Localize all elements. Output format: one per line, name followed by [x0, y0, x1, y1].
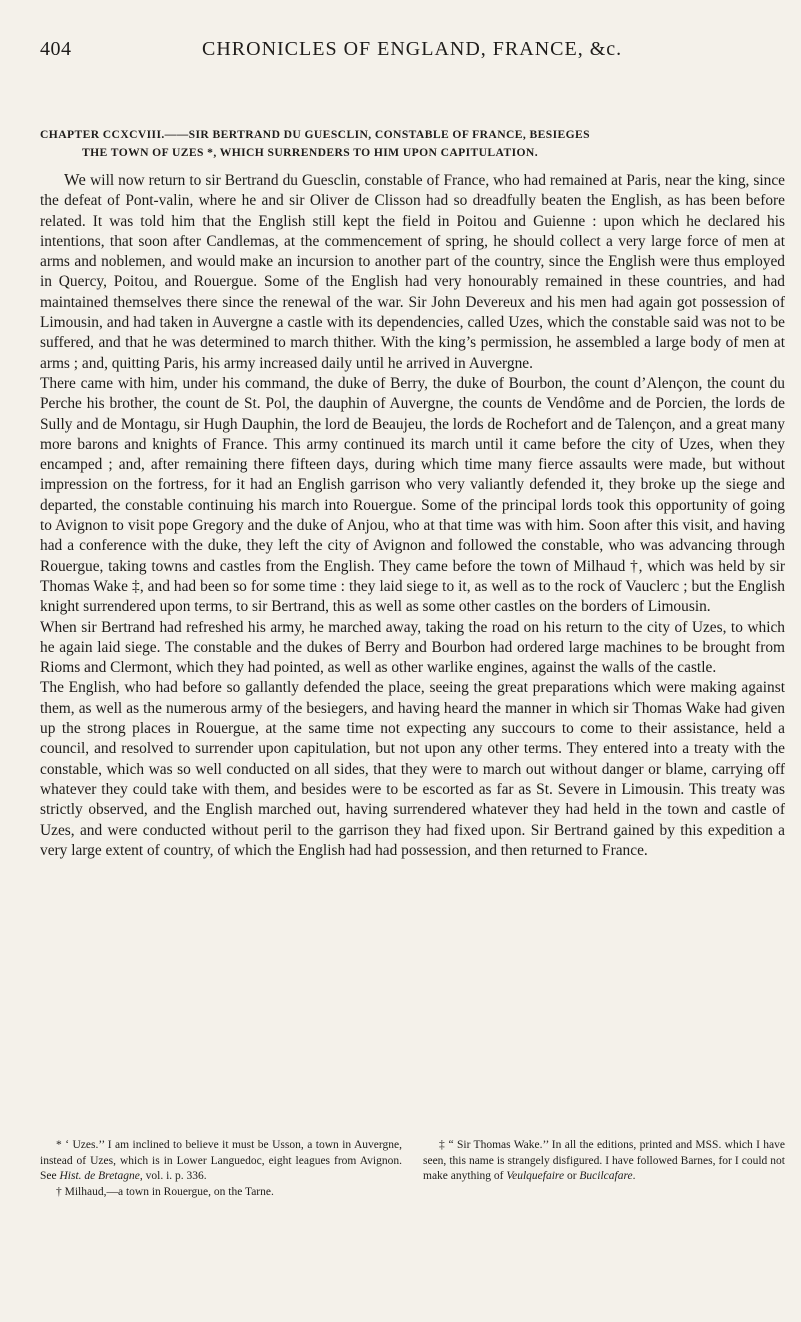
paragraph-3: When sir Bertrand had refreshed his army, he marched away, taking the road on his return to the city of Uzes, to which he again laid siege. The constable and the dukes of Berry and Bourbon had ordered large machines to be brought from Rioms and Clermont, which they had pointed, as well as other warlike engines, against the walls of the castle.: [40, 618, 785, 677]
footnote-3: [423, 1138, 785, 1185]
running-title: CHRONICLES OF ENGLAND, FRANCE, &c.: [202, 38, 623, 60]
footnote-1-citation: , vol. i. p. 336.: [139, 1170, 207, 1182]
running-head: [0, 38, 801, 68]
page-number: 404: [40, 38, 72, 60]
chapter-heading: [40, 126, 785, 162]
footnote-1: [40, 1138, 402, 1185]
footnote-3-text: ‡ “ Sir Thomas Wake.’’ In all the editions, printed and MSS. which I have seen, this name is strangely disfigured. I have followed Barnes, for I could not make anything of: [423, 1139, 785, 1182]
footnote-1-book-title: Hist. de Bretagne: [59, 1170, 140, 1182]
chapter-heading-line-2: THE TOWN OF UZES *, WHICH SURRENDERS TO HIM UPON CAPITULATION.: [82, 146, 538, 159]
footnote-1-text: * ‘ Uzes.’’ I am inclined to believe it must be Usson, a town in Auvergne, instead of Uzes, which is in Lower Languedoc, eight leagues from Avignon. See: [40, 1139, 402, 1182]
footnotes-left-column: [40, 1138, 402, 1200]
chapter-heading-line-1: CHAPTER CCXCVIII.——SIR BERTRAND DU GUESCLIN, CONSTABLE OF FRANCE, BESIEGES: [40, 128, 591, 141]
footnote-3-or: or: [564, 1170, 580, 1182]
paragraph-2: There came with him, under his command, the duke of Berry, the duke of Bourbon, the count d’Alençon, the count du Perche his brother, the count de St. Pol, the dauphin of Auvergne, the counts de Vendôme and de Porcien, the lords de Sully and de Montagu, sir Hugh Dauphin, the lord de Beaujeu, the lords de Rochefort and de Talençon, and a great many more barons and knights of France. This army continued its march until it came before the city of Uzes, when they encamped ; and, after remaining there fifteen days, during which time many fierce assaults were made, but without impression on the fortress, for it had an English garrison who very valiantly defended it, they broke up the siege and departed, the constable continuing his march into Rouergue. Some of the principal lords took this opportunity of going to Avignon to visit pope Gregory and the duke of Anjou, who at that time was with him. Soon after this visit, and having had a conference with the duke, they left the city of Avignon and followed the constable, who was advancing through Rouergue, taking towns and castles from the English. They came before the town of Milhaud †, which was held by sir Thomas Wake ‡, and had been so for some time : they laid siege to it, as well as to the rock of Vauclerc ; but the English knight surrendered upon terms, to sir Bertrand, this as well as some other castles on the borders of Limousin.: [40, 374, 785, 616]
footnote-3-end: .: [632, 1170, 636, 1182]
chapter-body: [40, 170, 785, 861]
footnote-3-variant-1: Veulquefaire: [506, 1170, 565, 1182]
paragraph-1: [40, 170, 785, 374]
footnotes-right-column: [423, 1138, 785, 1200]
paragraph-1-text: will now return to sir Bertrand du Guesclin, constable of France, who had remained at Paris, near the king, since the defeat of Pont-valin, where he and sir Oliver de Clisson had so dreadfully beaten the English, as has been before related. It was told him that the English still kept the field in Poitou and Guienne : upon which he declared his intentions, that soon after Candlemas, at the commencement of spring, he should collect a very large force of men at arms and noblemen, and would make an incursion to another part of the country, since the English were thus employed in Quercy, Poitou, and Rouergue. Some of the English had very honourably remained in these countries, and had maintained themselves there since the renewal of the war. Sir John Devereux and his men had again got possession of Limousin, and had taken in Auvergne a castle with its dependencies, called Uzes, which the constable said was not to be suffered, and that he was determined to march thither. With the king’s permission, he assembled a large body of men at arms ; and, quitting Paris, his army increased daily until he arrived in Auvergne.: [40, 172, 785, 372]
opening-word: We: [64, 170, 87, 189]
paragraph-4: The English, who had before so gallantly defended the place, seeing the great preparations which were making against them, as well as the numerous army of the besiegers, and having heard the manner in which sir Thomas Wake had given up the strong places in Rouergue, at the same time not expecting any succours to come to their assistance, held a council, and resolved to surrender upon capitulation, but not upon any other terms. They entered into a treaty with the constable, which was so well conducted on all sides, that they were to march out without danger or blame, carrying off whatever they could take with them, and besides were to be escorted as far as St. Severe in Limousin. This treaty was strictly observed, and the English marched out, having surrendered whatever they had held in the town and castle of Uzes, and were conducted without peril to the garrison they had fixed upon. Sir Bertrand gained by this expedition a very large extent of country, of which the English had had possession, and then returned to France.: [40, 679, 785, 859]
footnotes: [40, 1138, 785, 1200]
footnote-3-variant-2: Bucilcafare: [579, 1170, 633, 1182]
footnote-2: † Milhaud,—a town in Rouergue, on the Tarne.: [56, 1185, 274, 1198]
